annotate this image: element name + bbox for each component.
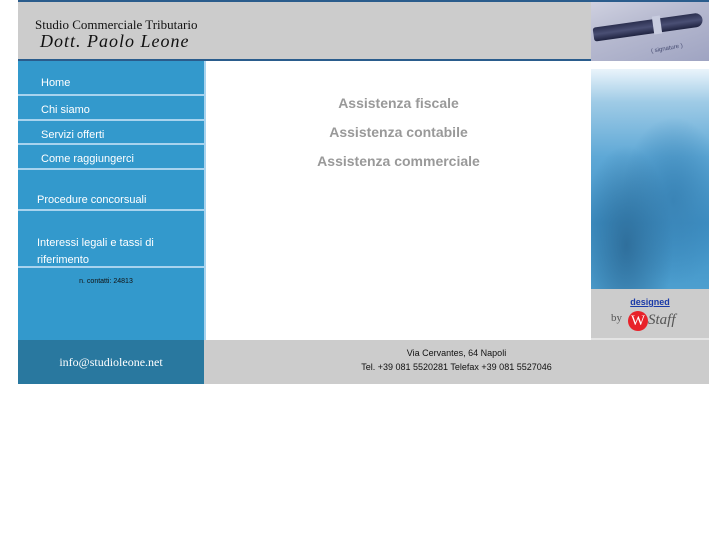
service-fiscale: Assistenza fiscale	[338, 95, 459, 111]
sidebar-item-interessi-legali[interactable]: Interessi legali e tassi di riferimento	[18, 211, 204, 268]
sidebar-nav	[18, 61, 204, 340]
service-contabile: Assistenza contabile	[329, 124, 468, 140]
designed-link[interactable]: designed	[630, 297, 670, 307]
by-label: by	[611, 312, 622, 324]
footer-address	[204, 340, 709, 384]
address-line: Via Cervantes, 64 Napoli	[406, 348, 507, 358]
designer-credit	[591, 289, 709, 340]
footer-email-link[interactable]: info@studioleone.net	[18, 340, 204, 384]
owner-name: Dott. Paolo Leone	[40, 31, 190, 51]
page-container	[18, 0, 709, 384]
sidebar-item-home[interactable]: Home	[18, 61, 204, 96]
visit-counter: n. contatti: 24813	[79, 278, 133, 285]
crowd-photo	[591, 61, 709, 289]
service-commerciale: Assistenza commerciale	[317, 153, 480, 169]
signature-caption: ( signature )	[650, 43, 684, 55]
header-banner	[18, 0, 591, 61]
sidebar-item-come-raggiungerci[interactable]: Come raggiungerci	[18, 145, 204, 170]
main-content	[204, 61, 591, 340]
sidebar-item-chi-siamo[interactable]: Chi siamo	[18, 96, 204, 121]
wstaff-logo-text: Staff	[648, 312, 676, 328]
pen-icon	[593, 12, 704, 41]
wstaff-logo-icon: W	[628, 311, 648, 331]
sidebar-item-servizi-offerti[interactable]: Servizi offerti	[18, 121, 204, 145]
phone-line: Tel. +39 081 5520281 Telefax +39 081 5527046	[361, 362, 552, 372]
sidebar-item-procedure-concorsuali[interactable]: Procedure concorsuali	[18, 170, 204, 211]
studio-name: Studio Commerciale Tributario	[35, 17, 198, 32]
fountain-pen-image	[591, 0, 709, 61]
